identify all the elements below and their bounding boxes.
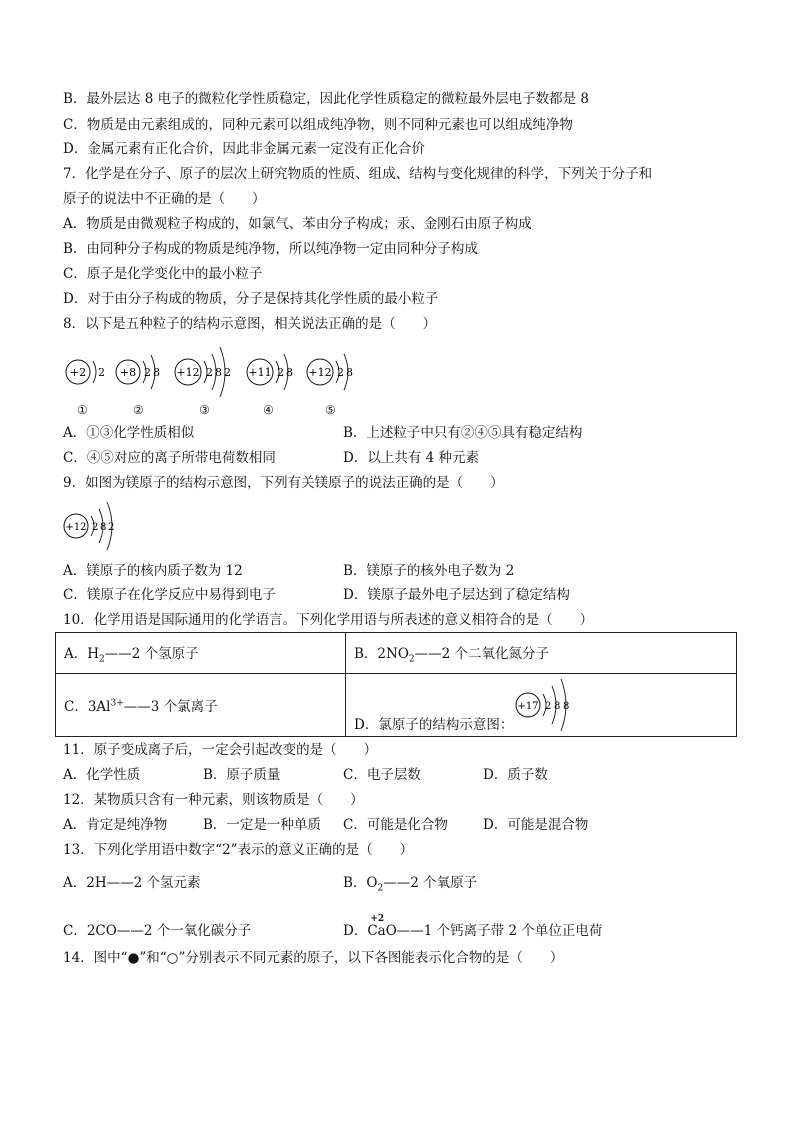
q10-option-d-text: D．氯原子的结构示意图： <box>354 717 514 733</box>
shell-electrons: 8 <box>100 522 107 533</box>
nucleus-charge: +17 <box>517 701 539 712</box>
atom-diagram <box>116 355 160 389</box>
q7-option-b: B．由同种分子构成的物质是纯净物，所以纯净物一定由同种分子构成 <box>63 241 478 257</box>
q9-magnesium-diagram <box>62 500 152 556</box>
q12-option-d: D．可能是混合物 <box>483 817 589 833</box>
q13-stem: 13．下列化学用语中数字“2”表示的意义正确的是（ ） <box>63 842 414 858</box>
shell-electrons: 2 <box>92 522 99 533</box>
q9-stem: 9．如图为镁原子的结构示意图，下列有关镁原子的说法正确的是（ ） <box>63 475 504 491</box>
atom-label: ⑤ <box>325 403 336 417</box>
q9-option-a: A．镁原子的核内质子数为 12 <box>63 563 243 579</box>
chlorine-atom-svg <box>515 676 595 734</box>
shell-electrons: 8 <box>153 366 160 379</box>
nucleus-charge: +11 <box>248 366 272 379</box>
q8-option-d: D．以上共有 4 种元素 <box>343 450 479 466</box>
shell-electrons: 8 <box>286 366 293 379</box>
q11-option-a: A．化学性质 <box>63 767 141 783</box>
q13-option-d: D． +2 CaO——1 个钙离子带 2 个单位正电荷 <box>343 923 602 939</box>
q11-option-b: B．原子质量 <box>203 767 281 783</box>
nucleus-charge: +8 <box>119 366 137 379</box>
q14-stem: 14．图中“●”和“○”分别表示不同元素的原子，以下各图能表示化合物的是（ ） <box>63 950 564 966</box>
q12-option-a: A．肯定是纯净物 <box>63 817 168 833</box>
q13-option-c: C．2CO——2 个一氧化碳分子 <box>63 923 252 939</box>
q8-option-a: A．①③化学性质相似 <box>63 425 195 441</box>
q10-option-d <box>346 674 737 737</box>
atom-label: ④ <box>263 403 274 417</box>
atom-diagram <box>175 347 231 397</box>
q10-stem: 10．化学用语是国际通用的化学语言。下列化学用语与所表述的意义相符合的是（ ） <box>63 612 594 628</box>
shell-electrons: 8 <box>554 701 561 712</box>
shell-electrons: 2 <box>206 366 213 379</box>
q8-option-b: B．上述粒子中只有②④⑤具有稳定结构 <box>343 425 583 441</box>
shell-electrons: 2 <box>277 366 284 379</box>
q9-atom-svg <box>62 500 152 556</box>
q13-option-b: B．$O_2——2$ 个氧原子 <box>343 875 478 894</box>
q12-option-b: B．一定是一种单质 <box>203 817 321 833</box>
q12-stem: 12．某物质只含有一种元素，则该物质是（ ） <box>63 792 364 808</box>
q9-option-d: D．镁原子最外电子层达到了稳定结构 <box>343 587 570 603</box>
q8-option-c: C．④⑤对应的离子所带电荷数相同 <box>63 450 276 466</box>
valence-mark: +2 <box>370 914 385 924</box>
shell-electrons: 2 <box>224 366 231 379</box>
chlorine-diagram <box>515 676 595 738</box>
q8-atom-diagrams <box>64 345 384 405</box>
nucleus-charge: +12 <box>308 366 332 379</box>
q7-option-c: C．原子是化学变化中的最小粒子 <box>63 266 263 282</box>
shell-electrons: 8 <box>215 366 222 379</box>
shell-electrons: 2 <box>337 366 344 379</box>
q11-stem: 11．原子变成离子后，一定会引起改变的是（ ） <box>63 742 378 758</box>
shell-electrons: 2 <box>98 366 105 379</box>
q9-option-b: B．镁原子的核外电子数为 2 <box>343 563 515 579</box>
shell-electrons: 8 <box>346 366 353 379</box>
nucleus-charge: +12 <box>65 522 87 533</box>
q12-option-c: C．可能是化合物 <box>343 817 448 833</box>
q6-option-c: C．物质是由元素组成的，同种元素可以组成纯净物，则不同种元素也可以组成纯净物 <box>63 117 573 133</box>
valence-formula: +2 CaO <box>367 923 396 939</box>
shell-electrons: 2 <box>545 701 552 712</box>
shell-electrons: 2 <box>108 522 115 533</box>
q10-option-a: A．$H_2——2$ 个氢原子 <box>56 633 346 674</box>
nucleus-charge: +12 <box>176 366 200 379</box>
shell-electrons: 2 <box>144 366 151 379</box>
q8-atom-svg <box>64 345 384 405</box>
q8-stem: 8．以下是五种粒子的结构示意图，相关说法正确的是（ ） <box>63 316 437 332</box>
q13-option-a: A．2H——2 个氢元素 <box>63 875 201 891</box>
atom-diagram <box>66 360 105 384</box>
q7-option-d: D．对于由分子构成的物质，分子是保持其化学性质的最小粒子 <box>63 291 439 307</box>
atom-label: ② <box>133 403 144 417</box>
atom-label: ① <box>77 403 88 417</box>
q11-option-d: D．质子数 <box>483 767 548 783</box>
q7-stem-line2: 原子的说法中不正确的是（ ） <box>63 191 266 207</box>
shell-electrons: 8 <box>563 701 570 712</box>
atom-diagram <box>307 354 353 390</box>
q6-option-b: B．最外层达 8 电子的微粒化学性质稳定，因此化学性质稳定的微粒最外层电子数都是 8 <box>63 91 589 107</box>
q9-option-c: C．镁原子在化学反应中易得到电子 <box>63 587 276 603</box>
q7-stem-line1: 7．化学是在分子、原子的层次上研究物质的性质、组成、结构与变化规律的科学，下列关于分子和 <box>63 166 653 182</box>
q10-option-b: B．$2NO_2——2$ 个二氧化氮分子 <box>346 633 737 674</box>
q6-option-d: D．金属元素有正化合价，因此非金属元素一定没有正化合价 <box>63 141 425 157</box>
q10-options-table <box>55 632 737 737</box>
atom-diagram <box>247 354 293 390</box>
nucleus-charge: +2 <box>69 366 87 379</box>
atom-label: ③ <box>199 403 210 417</box>
q10-option-c: C．$3Al^{3+}——3$ 个氯离子 <box>56 674 346 737</box>
q7-option-a: A．物质是由微观粒子构成的，如氯气、苯由分子构成；汞、金刚石由原子构成 <box>63 216 532 232</box>
q11-option-c: C．电子层数 <box>343 767 421 783</box>
